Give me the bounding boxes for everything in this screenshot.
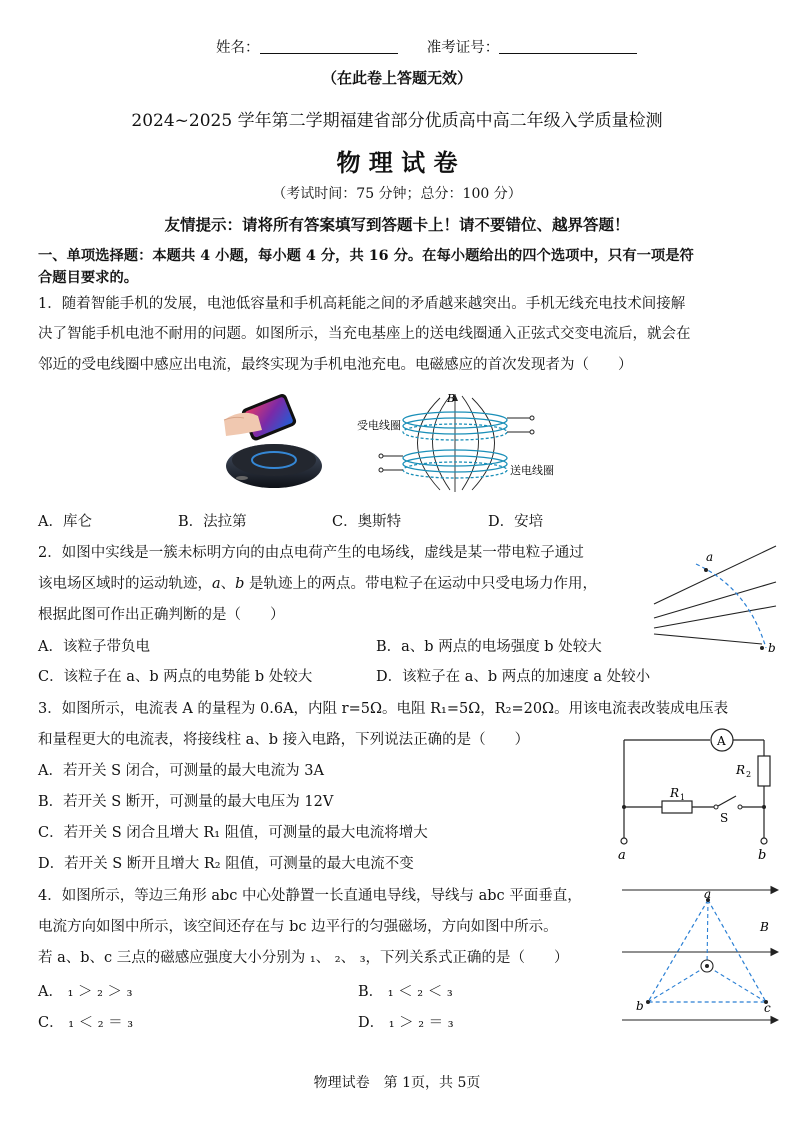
q2-fig-a-label: a: [706, 550, 714, 564]
name-blank: [260, 39, 398, 54]
q3-fig-r2-label: R: [736, 763, 746, 777]
q3-fig-r1-label: R: [670, 786, 680, 800]
q4-option-c[interactable]: C． ₁ ＜ ₂ ＝ ₃: [38, 1015, 134, 1031]
page-footer: 物理试卷 第 1页，共 5页: [313, 1075, 481, 1091]
q2-option-b[interactable]: B．a、b 两点的电场强度 b 处较大: [376, 639, 602, 655]
q3-option-a[interactable]: A．若开关 S 闭合，可测量的最大电流为 3A: [38, 763, 324, 779]
q4-fig-a-label: a: [704, 887, 712, 901]
exam-no-blank: [499, 39, 637, 54]
q3-fig-ammeter-label: A: [717, 734, 726, 748]
q3-option-c[interactable]: C．若开关 S 闭合且增大 R₁ 阻值，可测量的最大电流将增大: [38, 825, 428, 841]
q2-line3: 根据此图可作出正确判断的是（ ）: [38, 607, 285, 623]
invalid-note: （在此卷上答题无效）: [321, 69, 472, 87]
q2-line2-a: a: [212, 576, 221, 592]
q4-fig-b-label: b: [636, 999, 644, 1013]
time-info: （考试时间：75 分钟；总分：100 分）: [272, 186, 522, 202]
q1-line2: 决了智能手机电池不耐用的问题。如图所示，当充电基座上的送电线圈通入正弦式交变电流后，就会在: [38, 326, 691, 342]
q2-option-d[interactable]: D．该粒子在 a、b 两点的加速度 a 处较小: [376, 669, 651, 685]
q2-line2: [38, 574, 597, 594]
exam-no-label: 准考证号：: [426, 40, 500, 56]
q3-line1: 3．如图所示，电流表 A 的量程为 0.6A，内阻 r=5Ω。电阻 R₁=5Ω，R₂=20Ω。用该电流表改装成电压表: [38, 701, 729, 717]
q2-line2-post: 是轨迹上的两点。带电粒子在运动中只受电场力作用，: [244, 576, 598, 592]
section1-heading-line2: 合题目要求的。: [38, 270, 139, 286]
q4-option-a[interactable]: A． ₁ ＞ ₂ ＞ ₃: [38, 984, 133, 1000]
q4-line3: 若 a、b、c 三点的磁感应强度大小分别为 ₁、 ₂、 ₃，下列关系式正确的是（ ）: [38, 950, 569, 966]
subject-title: 物 理 试 卷: [336, 148, 458, 177]
q2-option-c[interactable]: C．该粒子在 a、b 两点的电势能 b 处较大: [38, 669, 313, 685]
q2-line1: 2．如图中实线是一簇未标明方向的由点电荷产生的电场线，虚线是某一带电粒子通过: [38, 545, 584, 561]
q1-line3: 邻近的受电线圈中感应出电流，最终实现为手机电池充电。电磁感应的首次发现者为（ ）: [38, 357, 633, 373]
reminder: 友情提示：请将所有答案填写到答题卡上！请不要错位、越界答题！: [164, 215, 630, 234]
exam-title: 2024~2025 学年第二学期福建省部分优质高中高二年级入学质量检测: [131, 111, 663, 131]
q2-option-a[interactable]: A．该粒子带负电: [38, 639, 150, 655]
q1-fig-receive-coil-label: 受电线圈: [357, 419, 401, 432]
q1-option-d[interactable]: D．安培: [488, 514, 544, 530]
q4-line2: 电流方向如图中所示，该空间还存在与 bc 边平行的匀强磁场，方向如图中所示。: [38, 919, 558, 935]
q3-fig-a-label: a: [618, 848, 626, 863]
name-label: 姓名：: [216, 40, 260, 56]
q2-line2-pre: 该电场区域时的运动轨迹，: [38, 576, 212, 592]
q2-line2-mid: 、: [220, 576, 236, 592]
q1-option-c[interactable]: C．奥斯特: [332, 514, 402, 530]
q3-fig-r1-sub: 1: [680, 793, 686, 802]
q2-field-lines-diagram: [650, 540, 780, 660]
q3-circuit-diagram: [610, 726, 780, 866]
q3-fig-b-label: b: [758, 848, 767, 863]
q3-line2: 和量程更大的电流表，将接线柱 a、b 接入电路，下列说法正确的是（ ）: [38, 732, 530, 748]
q4-fig-B-label: B: [760, 920, 769, 934]
q1-option-b[interactable]: B．法拉第: [178, 514, 247, 530]
q3-fig-switch-label: S: [720, 811, 729, 825]
q3-fig-r2-sub: 2: [746, 770, 752, 779]
q2-fig-b-label: b: [768, 641, 776, 655]
q1-phone-charger-photo: [222, 390, 328, 494]
q4-fig-c-label: c: [764, 1001, 771, 1015]
q4-option-b[interactable]: B． ₁ ＜ ₂ ＜ ₃: [358, 984, 453, 1000]
q4-line1: 4．如图所示，等边三角形 abc 中心处静置一长直通电导线，导线与 abc 平面垂直，: [38, 888, 582, 904]
q1-fig-send-coil-label: 送电线圈: [510, 464, 554, 477]
q4-triangle-field-diagram: [618, 880, 786, 1030]
q3-option-d[interactable]: D．若开关 S 断开且增大 R₂ 阻值，可测量的最大电流不变: [38, 856, 414, 872]
q2-line2-b: b: [235, 576, 245, 592]
name-field-row: [216, 38, 637, 58]
q1-option-a[interactable]: A．库仑: [38, 514, 92, 530]
q1-coil-diagram: [355, 390, 565, 498]
q1-line1: 1．随着智能手机的发展，电池低容量和手机高耗能之间的矛盾越来越突出。手机无线充电技术间接解: [38, 296, 686, 312]
q3-option-b[interactable]: B．若开关 S 断开，可测量的最大电压为 12V: [38, 794, 334, 810]
section1-heading-line1: 一、单项选择题：本题共 4 小题，每小题 4 分，共 16 分。在每小题给出的四个选项中，只有一项是符: [38, 248, 694, 264]
q4-option-d[interactable]: D． ₁ ＞ ₂ ＝ ₃: [358, 1015, 454, 1031]
q1-fig-B-label: B: [447, 392, 456, 405]
